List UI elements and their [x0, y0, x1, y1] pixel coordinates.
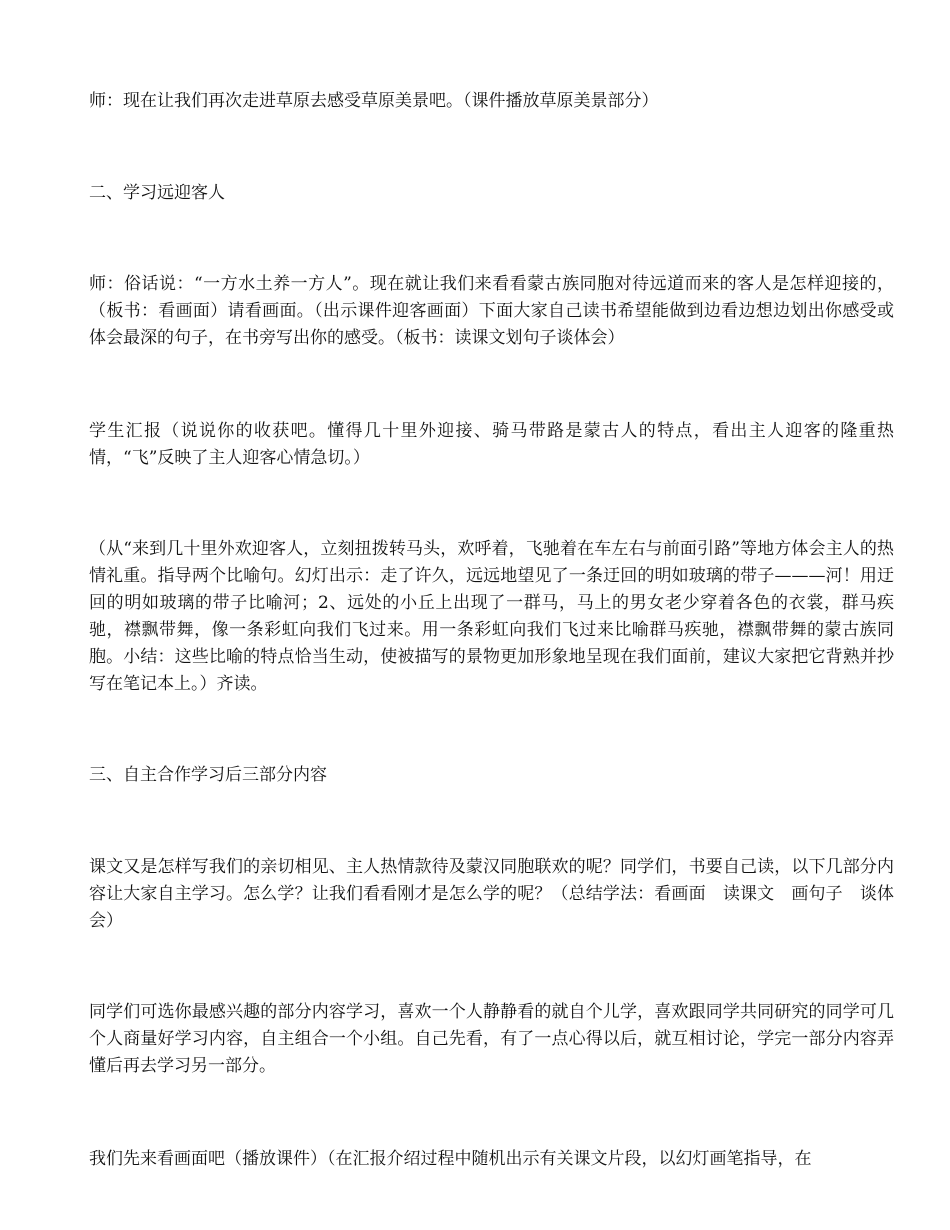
paragraph-teacher-guide: 师：俗话说：“一方水土养一方人”。现在就让我们来看看蒙古族同胞对待远道而来的客人是怎样迎接的，（板书：看画面）请看画面。（出示课件迎客画面）下面大家自己读书希望能做到边看边想边划出你感受或体会最深的句子，在书旁写出你的感受。（板书：读课文划句子谈体会）: [89, 274, 894, 348]
paragraph-group-study: 同学们可选你最感兴趣的部分内容学习，喜欢一个人静静看的就自个儿学，喜欢跟同学共同研究的同学可几个人商量好学习内容，自主组合一个小组。自己先看，有了一点心得以后，就互相讨论，学完一部分内容弄懂后再去学习另一部分。: [89, 1002, 894, 1076]
paragraph-student-report: 学生汇报（说说你的收获吧。懂得几十里外迎接、骑马带路是蒙古人的特点，看出主人迎客的隆重热情，“飞”反映了主人迎客心情急切。）: [89, 421, 894, 468]
section-heading-2: 二、学习远迎客人: [89, 183, 225, 203]
paragraph-self-study: 课文又是怎样写我们的亲切相见、主人热情款待及蒙汉同胞联欢的呢？同学们，书要自己读，以下几部分内容让大家自主学习。怎么学？让我们看看刚才是怎么学的呢？（总结学法：看画面 读课文 画句子 谈体会）: [89, 857, 894, 931]
paragraph-intro: 师：现在让我们再次走进草原去感受草原美景吧。（课件播放草原美景部分）: [89, 91, 659, 111]
paragraph-courseware: 我们先来看画面吧（播放课件）（在汇报介绍过程中随机出示有关课文片段，以幻灯画笔指导，在: [89, 1149, 812, 1169]
paragraph-metaphors: （从“来到几十里外欢迎客人，立刻扭拨转马头，欢呼着，飞驰着在车左右与前面引路”等地方体会主人的热情礼重。指导两个比喻句。幻灯出示：走了许久，远远地望见了一条迂回的明如玻璃的带子———河！用迂回的明如玻璃的带子比喻河；2、远处的小丘上出现了一群马，马上的男女老少穿着各色的衣裳，群马疾驰，襟飘带舞，像一条彩虹向我们飞过来。用一条彩虹向我们飞过来比喻群马疾驰，襟飘带舞的蒙古族同胞。小结：这些比喻的特点恰当生动，使被描写的景物更加形象地呈现在我们面前，建议大家把它背熟并抄写在笔记本上。）齐读。: [89, 539, 894, 694]
section-heading-3: 三、自主合作学习后三部分内容: [89, 765, 327, 785]
